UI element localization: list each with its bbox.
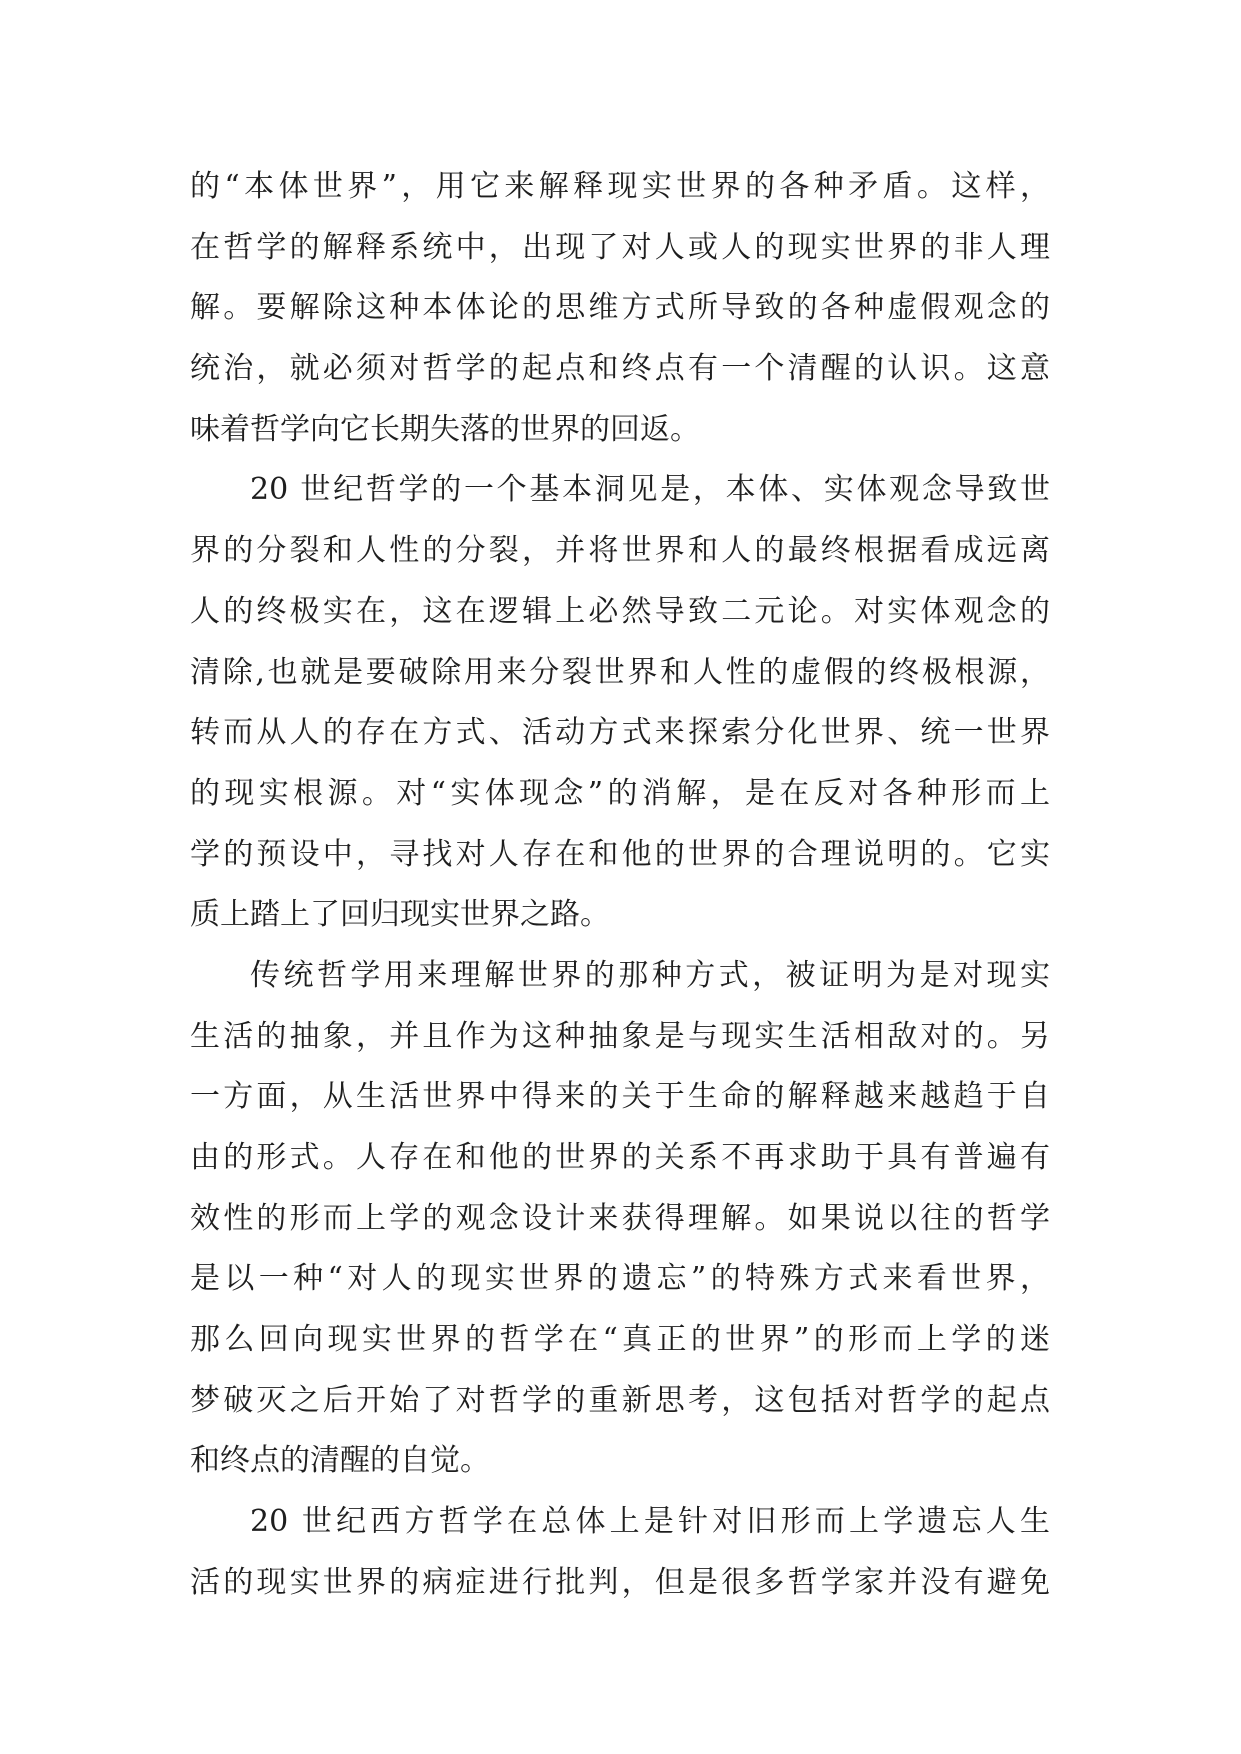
body-text [190, 157, 1050, 1614]
text-line: 质上踏上了回归现实世界之路。 [190, 897, 610, 933]
text-line: 一方面，从生活世界中得来的关于生命的解释越来越趋于自 [190, 1079, 1050, 1115]
text-line: 20 世纪哲学的一个基本洞见是，本体、实体观念导致世 [250, 472, 1050, 508]
paragraph [190, 1492, 1050, 1613]
text-line: 传统哲学用来理解世界的那种方式，被证明为是对现实 [250, 957, 1050, 993]
text-line: 和终点的清醒的自觉。 [190, 1443, 490, 1479]
text-line: 清除,也就是要破除用来分裂世界和人性的虚假的终极根源， [190, 654, 1050, 690]
paragraph [190, 460, 1050, 946]
text-line: 是以一种“对人的现实世界的遗忘”的特殊方式来看世界， [190, 1261, 1050, 1297]
text-line: 效性的形而上学的观念设计来获得理解。如果说以往的哲学 [190, 1200, 1050, 1236]
text-line: 的现实根源。对“实体现念”的消解，是在反对各种形而上 [190, 775, 1050, 811]
text-line: 味着哲学向它长期失落的世界的回返。 [190, 411, 700, 447]
text-line: 20 世纪西方哲学在总体上是针对旧形而上学遗忘人生 [250, 1504, 1050, 1540]
text-line: 由的形式。人存在和他的世界的关系不再求助于具有普遍有 [190, 1140, 1050, 1175]
text-line: 梦破灭之后开始了对哲学的重新思考，这包括对哲学的起点 [190, 1382, 1050, 1418]
paragraph [190, 157, 1050, 460]
text-line: 转而从人的存在方式、活动方式来探索分化世界、统一世界 [190, 715, 1050, 751]
paragraph [190, 946, 1050, 1492]
text-line: 人的终极实在，这在逻辑上必然导致二元论。对实体观念的 [190, 593, 1050, 629]
text-line: 解。要解除这种本体论的思维方式所导致的各种虚假观念的 [190, 290, 1050, 326]
text-line: 在哲学的解释系统中，出现了对人或人的现实世界的非人理 [190, 229, 1050, 265]
text-line: 统治，就必须对哲学的起点和终点有一个清醒的认识。这意 [190, 351, 1050, 387]
text-line: 界的分裂和人性的分裂，并将世界和人的最终根据看成远离 [190, 533, 1050, 569]
text-line: 的“本体世界”，用它来解释现实世界的各种矛盾。这样， [190, 169, 1050, 204]
text-line: 学的预设中，寻找对人存在和他的世界的合理说明的。它实 [190, 836, 1050, 872]
text-line: 生活的抽象，并且作为这种抽象是与现实生活相敌对的。另 [190, 1018, 1050, 1054]
text-line: 活的现实世界的病症进行批判，但是很多哲学家并没有避免 [190, 1564, 1050, 1600]
text-line: 那么回向现实世界的哲学在“真正的世界”的形而上学的迷 [190, 1322, 1050, 1358]
